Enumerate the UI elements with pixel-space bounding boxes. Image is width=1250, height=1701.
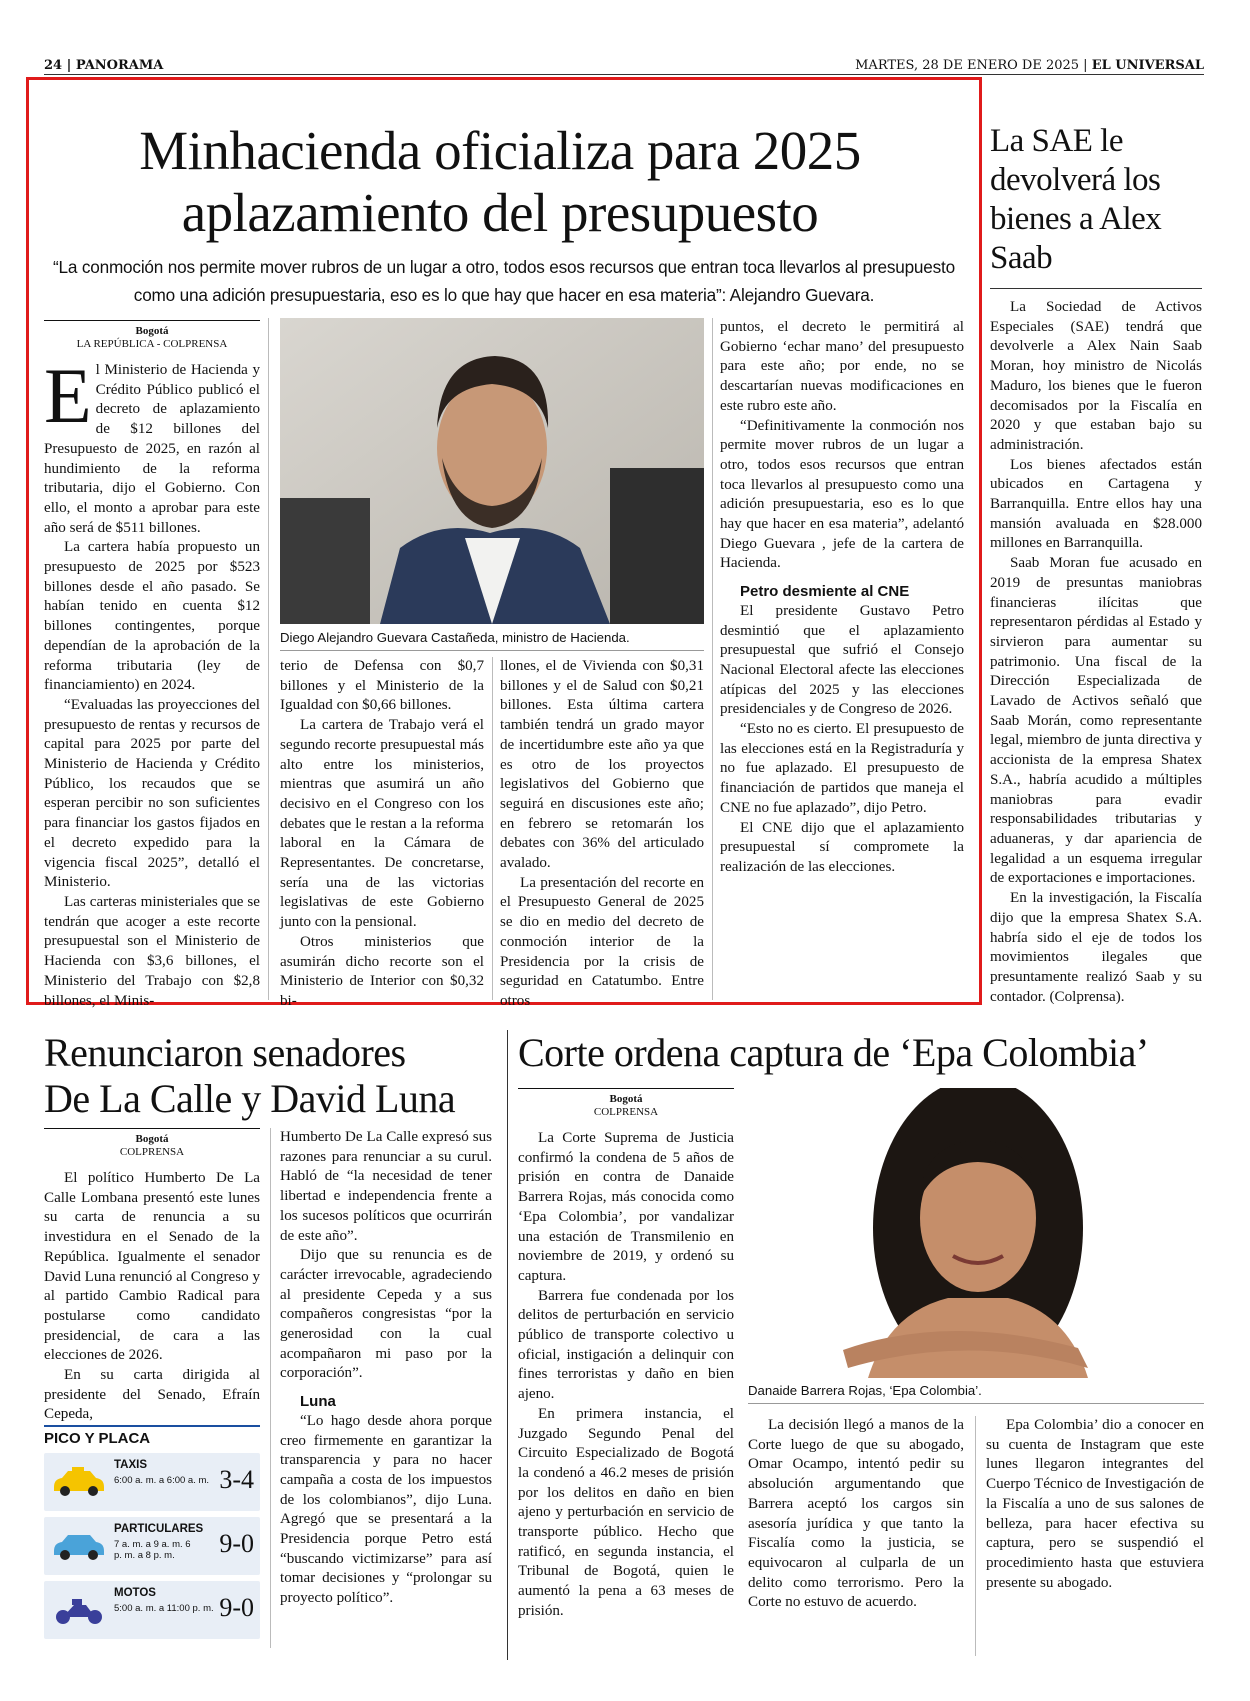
side-paragraph: Saab Moran fue acusado en 2019 de presuntas maniobras financieras ilícitas que representaron pérdidas al Estado y sirvieron para aumentar su patrimonio. Una fiscal de la Dirección Especializada de Lavado de Activos señaló que Saab Morán, como representante legal, miembro de junta directiva y accionista de la empresa Shatex S.A., habría acudido a múltiples maniobras para evadir responsabilidades tributarias y aduaneras, y dar apariencia de legalidad a un esquema irregular de exportaciones e importaciones. bbox=[990, 555, 1202, 887]
main-headline bbox=[40, 120, 960, 244]
side-column bbox=[990, 298, 1202, 1007]
side-paragraph: La Sociedad de Activos Especiales (SAE) tendrá que devolverle a Alex Nain Saab Moran, hoy ministro de Nicolás Maduro, los bienes que le fueron decomisados por la Fiscalía en 2020 y que estaban bajo su administración. bbox=[990, 299, 1202, 453]
main-paragraph: terio de Defensa con $0,7 billones y el Ministerio de la Igualdad con $0,66 billones. bbox=[280, 658, 484, 714]
senadores-paragraph: El político Humberto De La Calle Lombana presentó este lunes su carta de renuncia a su investidura en el Senado de la República. Igualmente el senador David Luna renunció al Congreso y al partido Cambio Radical para postularse como candidato presidencial, de cara a las elecciones de 2026. bbox=[44, 1170, 260, 1364]
main-headline-line-1: Minhacienda oficializa para 2025 bbox=[139, 120, 861, 181]
senadores-headline-line-1: Renunciaron senadores bbox=[44, 1030, 406, 1075]
epa-headline: Corte ordena captura de ‘Epa Colombia’ bbox=[518, 1030, 1149, 1075]
newspaper-name: EL UNIVERSAL bbox=[1091, 58, 1204, 73]
senadores-column-1 bbox=[44, 1128, 260, 1425]
epa-column-1 bbox=[518, 1088, 734, 1622]
byline-city: Bogotá bbox=[609, 1093, 643, 1105]
car-icon bbox=[50, 1531, 108, 1565]
epa-paragraph: En primera instancia, el Juzgado Segundo Penal del Circuito Especializado de Bogotá la condenó a 46.2 meses de prisión por los delitos en daño en bien ajeno y perturbación en servicio de transporte público. Hecho que ratificó, en segunda instancia, el Tribunal de Bogotá, quien le aumentó la pena a 63 meses de prisión. bbox=[518, 1405, 734, 1619]
main-headline-line-2: aplazamiento del presupuesto bbox=[181, 182, 819, 243]
senadores-paragraph: Humberto De La Calle expresó sus razones para renunciar a su curul. Habló de “la necesidad de tener libertad e independencia frente a los sucesos políticos que ocurrirán de este año”. bbox=[280, 1129, 492, 1244]
pyp-time-motos: 5:00 a. m. a 11:00 p. m. bbox=[114, 1603, 214, 1614]
main-paragraph: La presentación del recorte en el Presupuesto General de 2025 se dio en medio del decreto de conmoción interior de la Presidencia por la crisis de seguridad en Catatumbo. Entre otros bbox=[500, 874, 704, 1009]
pico-y-placa-row-particulares bbox=[44, 1517, 260, 1575]
byline-agency: LA REPÚBLICA - COLPRENSA bbox=[76, 338, 228, 350]
main-deck: “La conmoción nos permite mover rubros de un lugar a otro, todos esos recursos que entran toca llevarlos al presupuesto como una adición presupuestaria, eso es lo que hay que hacer en esa materia”: Alejandro Guevara. bbox=[53, 257, 955, 305]
main-column-1 bbox=[44, 320, 260, 1011]
column-divider bbox=[492, 657, 493, 1000]
senadores-paragraph: En su carta dirigida al presidente del Senado, Efraín Cepeda, bbox=[44, 1367, 260, 1423]
byline-agency: COLPRENSA bbox=[119, 1146, 185, 1158]
main-photo-caption: Diego Alejandro Guevara Castañeda, ministro de Hacienda. bbox=[280, 630, 630, 645]
section-divider bbox=[507, 1030, 508, 1660]
section-name: PANORAMA bbox=[75, 58, 164, 73]
pyp-label-taxis: TAXIS bbox=[114, 1459, 148, 1471]
main-paragraph: Otros ministerios que asumirán dicho recorte son el Ministerio de Interior con $0,32 bi- bbox=[280, 933, 484, 1009]
epa-byline bbox=[518, 1088, 734, 1119]
drop-cap: E bbox=[44, 352, 92, 439]
main-p1-text: l Ministerio de Hacienda y Crédito Público publicó el decreto de aplazamiento de $12 billones del Presupuesto de 2025, en razón al hundimiento de la reforma tributaria, dijo el Gobierno. Con ello, el monto a aprobar para este año será de $511 billones. bbox=[44, 362, 260, 536]
senadores-paragraph: Dijo que su renuncia es de carácter irrevocable, agradeciendo al presidente Cepeda y a sus compañeros congresistas “por la generosidad con la cual acompañaron mi paso por la corporación”. bbox=[280, 1247, 492, 1382]
epa-paragraph: La Corte Suprema de Justicia confirmó la condena de 5 años de prisión en contra de Danaide Barrera Rojas, más conocida como ‘Epa Colombia’, por vandalizar una estación de Transmilenio en noviembre de 2019, y ordenó su captura. bbox=[518, 1130, 734, 1284]
side-paragraph: Los bienes afectados están ubicados en Cartagena y Barranquilla. Entre ellos hay una mansión avaluada en $28.000 millones en Barranquilla. bbox=[990, 456, 1202, 552]
main-paragraph: El presidente Gustavo Petro desmintió que el aplazamiento presupuestal que sufrió el Consejo Nacional Electoral afecte las elecciones atípicas del 2025 y las elecciones presidenciales y de Congreso de 2026. bbox=[720, 602, 964, 718]
caption-rule bbox=[748, 1403, 1204, 1404]
main-paragraph: La cartera de Trabajo verá el segundo recorte presupuestal más alto entre los ministerios, mientras que asumirá un año decisivo en el Congreso con los debates que le restan a la reforma laboral en la Cámara de Representantes. De concretarse, sería una de las victorias legislativas de este Gobierno junto con la pensional. bbox=[280, 717, 484, 931]
epa-column-3 bbox=[986, 1416, 1204, 1593]
pyp-label-particulares: PARTICULARES bbox=[114, 1523, 204, 1535]
epa-colombia-photo bbox=[748, 1088, 1204, 1378]
main-column-3 bbox=[500, 657, 704, 1012]
issue-date: MARTES, 28 DE ENERO DE 2025 bbox=[855, 58, 1080, 73]
main-byline bbox=[44, 320, 260, 351]
column-divider bbox=[268, 318, 269, 1000]
motorcycle-icon bbox=[50, 1595, 108, 1629]
pico-y-placa-title: PICO Y PLACA bbox=[44, 1425, 260, 1447]
pyp-digits-motos: 9-0 bbox=[219, 1593, 254, 1622]
main-paragraph: “Esto no es cierto. El presupuesto de las elecciones está en la Registraduría y no fue aplazado. El presupuesto de financiación de partidos que maneja el CNE no fue aplazado”, dijo Petro. bbox=[720, 721, 964, 816]
minister-photo bbox=[280, 318, 704, 624]
pico-y-placa-row-motos bbox=[44, 1581, 260, 1639]
senadores-headline bbox=[44, 1030, 504, 1122]
main-paragraph: “Evaluadas las proyecciones del presupuesto de rentas y recursos de capital para 2025 por parte del Ministerio de Hacienda y Crédito Público, los recaudos que se esperan percibir no son suficientes para financiar los gastos fijados en el decreto expedido para la vigencia fiscal 2025”, detalló el Ministerio. bbox=[44, 696, 260, 891]
page-date-label: MARTES, 28 DE ENERO DE 2025 | EL UNIVERSAL bbox=[855, 58, 1204, 73]
section-subhead: Petro desmiente al CNE bbox=[740, 583, 910, 601]
senadores-paragraph: “Lo hago desde ahora porque creo firmemente en garantizar la transparencia y para no hacer campaña a costa de los impuestos de los colombianos”, dijo Luna. Agregó que se presentará a la Presidencia porque Petro está “buscando victimizarse” para así tomar decisiones y “prolongar su proyecto político”. bbox=[280, 1412, 492, 1607]
column-divider bbox=[712, 318, 713, 1000]
side-headline: La SAE le devolverá los bienes a Alex Saab bbox=[990, 123, 1162, 276]
main-paragraph: La cartera había propuesto un presupuesto de 2025 por $523 billones desde el año pasado. Se habían tenido en cuenta $12 billones contingentes, porque dependían de la aprobación de la reforma tributaria (ley de financiamiento) en 2024. bbox=[44, 539, 260, 694]
main-paragraph: Las carteras ministeriales que se tendrán que acoger a este recorte presupuestal son el Ministerio de Hacienda con $3,6 billones, el Ministerio del Trabajo con $2,8 billones, el Minis- bbox=[44, 893, 260, 1009]
side-rule bbox=[990, 288, 1202, 289]
epa-paragraph: Barrera fue condenada por los delitos de perturbación en servicio público de transporte colectivo u oficial, instigación a delinquir con fines terroristas y daño en bien ajeno. bbox=[518, 1287, 734, 1403]
epa-paragraph: Epa Colombia’ dio a conocer en su cuenta de Instagram que este lunes llegaron integrantes del Cuerpo Técnico de Investigación de la Fiscalía a uno de sus salones de belleza, para hacer efectiva su captura, pero se suspendió el procedimiento hasta que estuviera presente su abogado. bbox=[986, 1417, 1204, 1591]
pico-y-placa-box bbox=[44, 1425, 260, 1639]
pyp-label-motos: MOTOS bbox=[114, 1587, 156, 1599]
senadores-column-2 bbox=[280, 1128, 492, 1609]
column-divider bbox=[975, 1416, 976, 1656]
side-paragraph: En la investigación, la Fiscalía dijo que la empresa Shatex S.A. habría sido el eje de todos los movimientos ilegales que presuntamente realizó Saab y su contador. (Colprensa). bbox=[990, 890, 1202, 1005]
caption-rule bbox=[280, 650, 704, 651]
byline-city: Bogotá bbox=[135, 325, 169, 337]
senadores-headline-line-2: De La Calle y David Luna bbox=[44, 1076, 456, 1121]
page-section-label: 24 | PANORAMA bbox=[44, 58, 164, 73]
senadores-byline bbox=[44, 1128, 260, 1159]
byline-agency: COLPRENSA bbox=[593, 1106, 659, 1118]
main-paragraph bbox=[44, 352, 260, 538]
pyp-digits-particulares: 9-0 bbox=[219, 1529, 254, 1558]
section-subhead: Luna bbox=[300, 1393, 336, 1411]
epa-photo-caption: Danaide Barrera Rojas, ‘Epa Colombia’. bbox=[748, 1383, 982, 1398]
main-paragraph: puntos, el decreto le permitirá al Gobierno ‘echar mano’ del presupuesto para este año; por ende, no se descartarían nuevas modificaciones en este rubro este año. bbox=[720, 319, 964, 414]
pico-y-placa-row-taxis bbox=[44, 1453, 260, 1511]
byline-city: Bogotá bbox=[135, 1133, 169, 1145]
main-paragraph: llones, el de Vivienda con $0,31 billones y el de Salud con $0,21 billones. Esta última cartera también tendrá un grado mayor de incertidumbre este año ya que es otro de los proyectos legislativos del Gobierno que seguirá en discusiones este año; en febrero se retomarán los debates con 36% del articulado avalado. bbox=[500, 658, 704, 872]
pyp-time-taxis: 6:00 a. m. a 6:00 a. m. bbox=[114, 1475, 210, 1486]
main-paragraph: El CNE dijo que el aplazamiento presupuestal sí compromete la realización de las elecciones. bbox=[720, 819, 964, 875]
column-divider bbox=[270, 1128, 271, 1648]
header-rule bbox=[44, 74, 1204, 75]
taxi-icon bbox=[50, 1467, 108, 1501]
epa-column-2 bbox=[748, 1416, 964, 1613]
main-column-2 bbox=[280, 657, 484, 1012]
pyp-time-particulares: 7 a. m. a 9 a. m. 6 p. m. a 8 p. m. bbox=[114, 1539, 191, 1561]
page-number: 24 bbox=[44, 58, 63, 73]
main-paragraph: “Definitivamente la conmoción nos permite mover rubros de un lugar a otro, todos esos recursos que entran toca llevarlos al presupuesto como una adición presupuestaria, eso es lo que hay que hacer en esa materia”, adelantó Diego Guevara , jefe de la cartera de Hacienda. bbox=[720, 417, 964, 572]
pyp-digits-taxis: 3-4 bbox=[219, 1465, 254, 1494]
epa-paragraph: La decisión llegó a manos de la Corte luego de que su abogado, Omar Ocampo, intentó pedir su absolución argumentando que Barrera aceptó los cargos sin asesoría jurídica y que tanto la Fiscalía como la justicia, se equivocaron al culparla de un delito como terrorismo. Pero la Corte no estuvo de acuerdo. bbox=[748, 1417, 964, 1611]
main-column-4 bbox=[720, 318, 964, 878]
